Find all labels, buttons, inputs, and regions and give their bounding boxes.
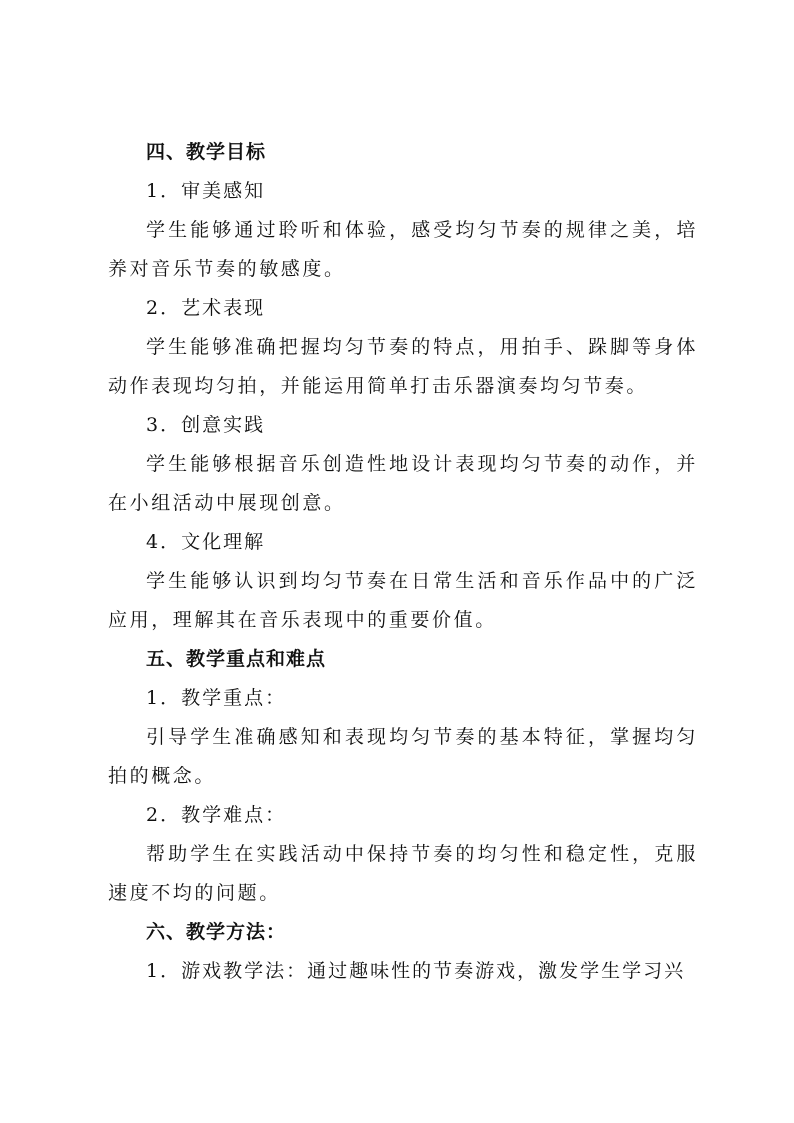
item-label-cultural-understanding: 4．文化理解: [146, 531, 266, 553]
document-body: [108, 133, 698, 991]
item-label-creative-practice: 3．创意实践: [146, 414, 266, 436]
item-text-difficulty: 帮助学生在实践活动中保持节奏的均匀性和稳定性，克服速度不均的问题。: [108, 843, 698, 904]
item-text-game-method: 1．游戏教学法：通过趣味性的节奏游戏，激发学生学习兴: [146, 960, 686, 982]
item-label-artistic-expression: 2．艺术表现: [146, 297, 266, 319]
item-text-creative-practice: 学生能够根据音乐创造性地设计表现均匀节奏的动作，并在小组活动中展现创意。: [108, 453, 698, 514]
item-text-key-point: 引导学生准确感知和表现均匀节奏的基本特征，掌握均匀拍的概念。: [108, 726, 698, 787]
item-text-artistic-expression: 学生能够准确把握均匀节奏的特点，用拍手、跺脚等身体动作表现均匀拍，并能运用简单打击乐器演奏均匀节奏。: [108, 336, 698, 397]
item-label-key-point: 1．教学重点：: [146, 687, 287, 709]
item-label-difficulty: 2．教学难点：: [146, 804, 287, 826]
section-heading-methods: 六、教学方法：: [146, 921, 287, 943]
item-text-aesthetic-perception: 学生能够通过聆听和体验，感受均匀节奏的规律之美，培养对音乐节奏的敏感度。: [108, 219, 698, 280]
item-text-cultural-understanding: 学生能够认识到均匀节奏在日常生活和音乐作品中的广泛应用，理解其在音乐表现中的重要价值。: [108, 570, 698, 631]
section-heading-key-points: 五、教学重点和难点: [146, 648, 327, 670]
item-label-aesthetic-perception: 1．审美感知: [146, 180, 266, 202]
section-heading-objectives: 四、教学目标: [146, 141, 267, 163]
